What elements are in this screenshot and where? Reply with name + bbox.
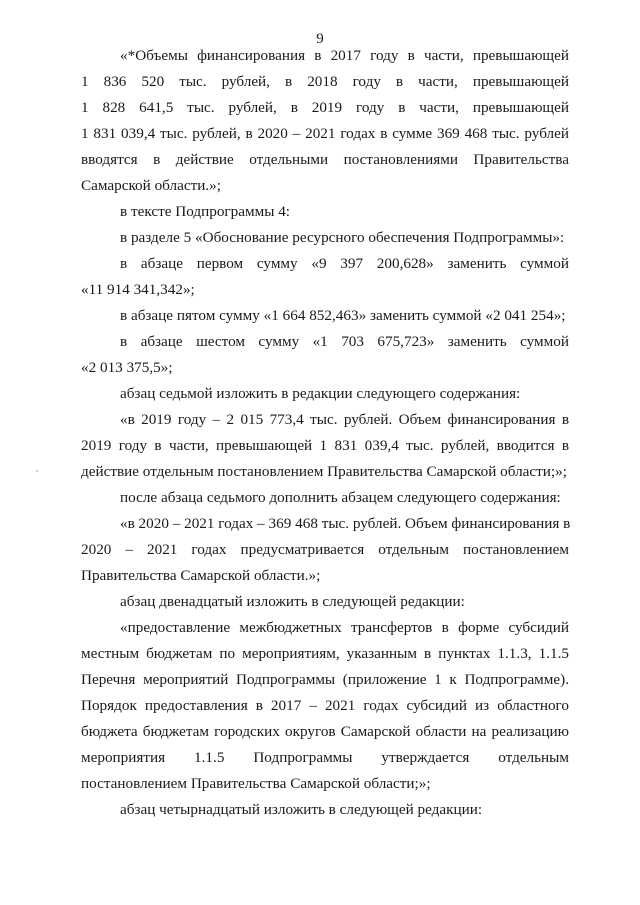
text-line: в абзаце пятом сумму «1 664 852,463» заменить суммой «2 041 254»; bbox=[120, 307, 566, 324]
text-line: действие отдельным постановлением Правительства Самарской области;»; bbox=[81, 463, 567, 480]
text-line: 1 831 039,4 тыс. рублей, в 2020 – 2021 годах в сумме 369 468 тыс. рублей bbox=[81, 125, 569, 142]
page-number: 9 bbox=[316, 31, 324, 47]
text-line: Порядок предоставления в 2017 – 2021 годах субсидий из областного bbox=[81, 697, 569, 714]
text-line: «предоставление межбюджетных трансфертов в форме субсидий bbox=[120, 619, 569, 636]
text-line: вводятся в действие отдельными постановлениями Правительства bbox=[81, 151, 569, 168]
text-line: абзац седьмой изложить в редакции следующего содержания: bbox=[120, 385, 521, 402]
text-line: в разделе 5 «Обоснование ресурсного обеспечения Подпрограммы»: bbox=[120, 229, 565, 246]
text-line: в абзаце шестом сумму «1 703 675,723» заменить суммой bbox=[120, 333, 569, 350]
text-line: абзац двенадцатый изложить в следующей редакции: bbox=[120, 593, 465, 610]
text-line: 2019 году в части, превышающей 1 831 039,4 тыс. рублей, вводится в bbox=[81, 437, 569, 454]
text-line: Правительства Самарской области.»; bbox=[81, 567, 321, 584]
text-line: «в 2020 – 2021 годах – 369 468 тыс. рублей. Объем финансирования в bbox=[120, 515, 571, 532]
text-line: 1 828 641,5 тыс. рублей, в 2019 году в части, превышающей bbox=[81, 99, 569, 116]
text-line: после абзаца седьмого дополнить абзацем следующего содержания: bbox=[120, 489, 561, 506]
text-line: 1 836 520 тыс. рублей, в 2018 году в части, превышающей bbox=[81, 73, 569, 90]
text-line: «в 2019 году – 2 015 773,4 тыс. рублей. Объем финансирования в bbox=[120, 411, 569, 428]
text-line: мероприятия 1.1.5 Подпрограммы утверждается отдельным bbox=[81, 749, 569, 766]
text-line: постановлением Правительства Самарской области;»; bbox=[81, 775, 431, 792]
text-line: в абзаце первом сумму «9 397 200,628» заменить суммой bbox=[120, 255, 569, 272]
text-line: Перечня мероприятий Подпрограммы (приложение 1 к Подпрограмме). bbox=[81, 671, 569, 688]
text-line: абзац четырнадцатый изложить в следующей редакции: bbox=[120, 801, 483, 818]
text-line: в тексте Подпрограммы 4: bbox=[120, 203, 291, 220]
text-line: 2020 – 2021 годах предусматривается отдельным постановлением bbox=[81, 541, 569, 558]
text-line: местным бюджетам по мероприятиям, указанным в пунктах 1.1.3, 1.1.5 bbox=[81, 645, 569, 662]
scan-speck bbox=[36, 470, 38, 472]
text-line: «2 013 375,5»; bbox=[81, 359, 173, 376]
text-line: «11 914 341,342»; bbox=[81, 281, 195, 298]
text-line: бюджета бюджетам городских округов Самарской области на реализацию bbox=[81, 723, 569, 740]
text-line: Самарской области.»; bbox=[81, 177, 221, 194]
document-body bbox=[81, 43, 569, 823]
text-line: «*Объемы финансирования в 2017 году в части, превышающей bbox=[120, 47, 569, 64]
